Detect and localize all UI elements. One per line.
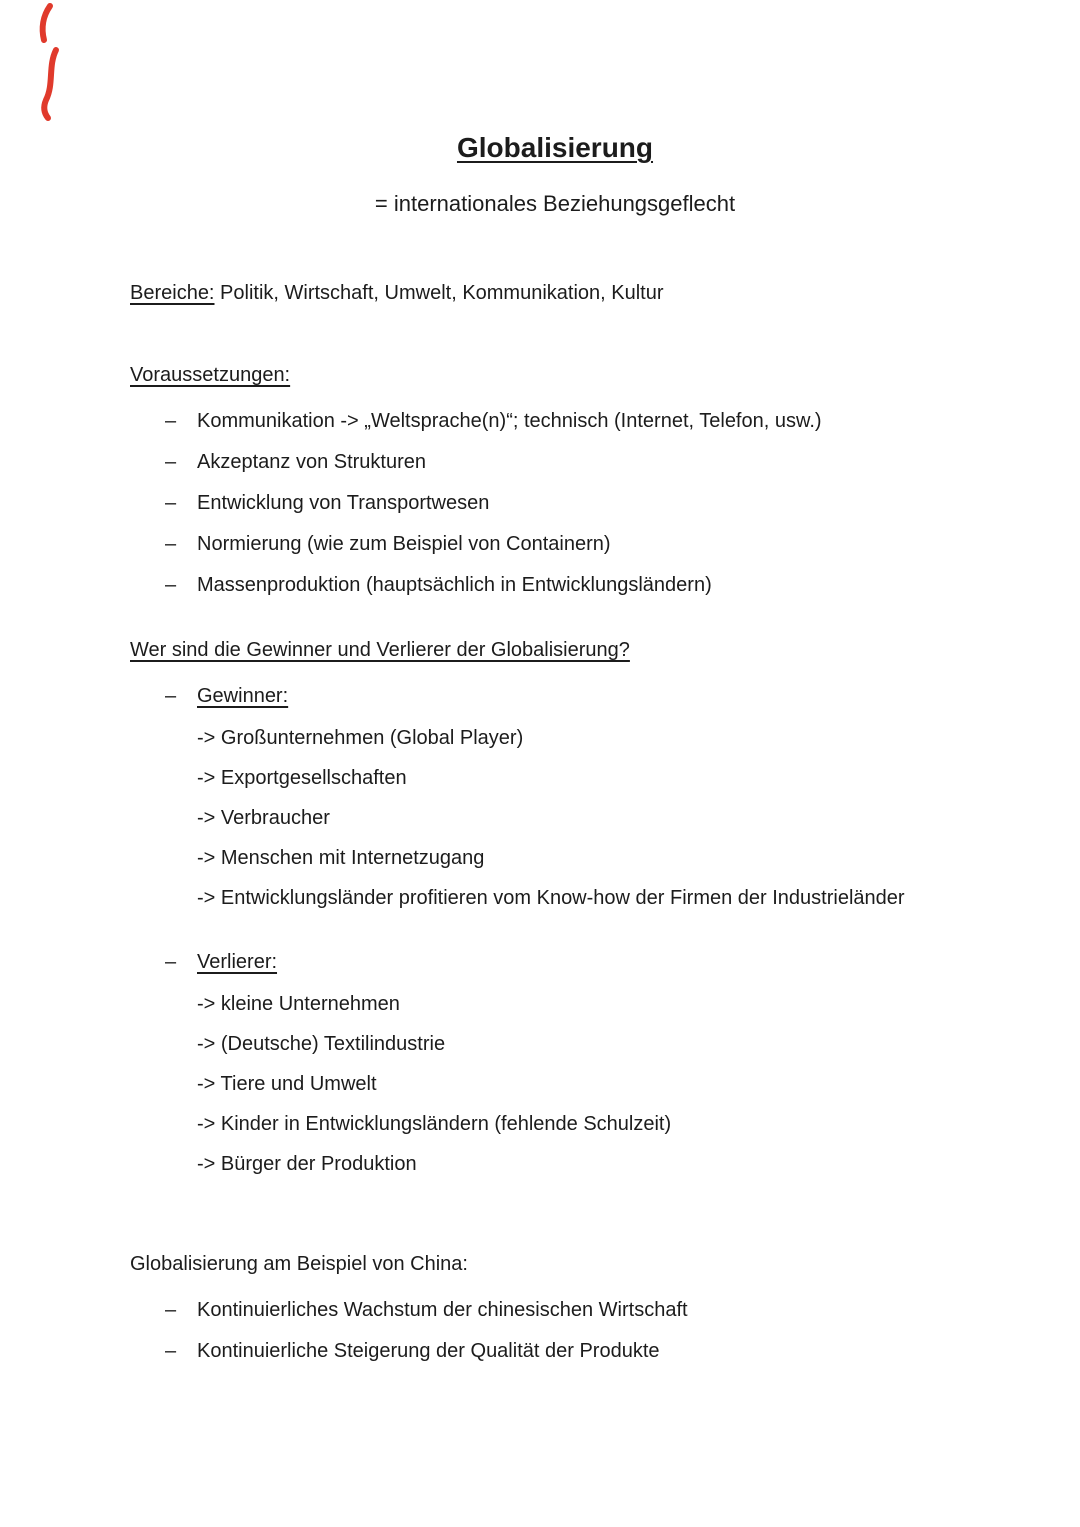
dash-bullet: – (165, 1340, 177, 1362)
list-item (130, 408, 980, 434)
list-item: -> kleine Unternehmen (197, 993, 400, 1015)
list-item (130, 1338, 980, 1364)
page-title-text: Globalisierung (456, 132, 654, 163)
list-item-text: Normierung (wie zum Beispiel von Containern) (197, 533, 611, 555)
list-item (130, 1297, 980, 1323)
dash-bullet: – (165, 685, 177, 707)
list-item: -> (Deutsche) Textilindustrie (197, 1033, 446, 1055)
dash-bullet: – (165, 451, 177, 473)
list-item-text: Massenproduktion (hauptsächlich in Entwicklungsländern) (197, 574, 712, 596)
list-item-text: Kontinuierliches Wachstum der chinesischen Wirtschaft (197, 1299, 688, 1321)
list-item: -> Entwicklungsländer profitieren vom Know-how der Firmen der Industrieländer (197, 887, 905, 909)
bereiche-text: Politik, Wirtschaft, Umwelt, Kommunikation, Kultur (214, 282, 664, 304)
bereiche-line (130, 280, 980, 306)
list-item (130, 449, 980, 475)
verlierer-label-row (130, 949, 980, 975)
dash-bullet: – (165, 574, 177, 596)
list-item: -> Kinder in Entwicklungsländern (fehlende Schulzeit) (197, 1113, 672, 1135)
china-list (130, 1297, 980, 1364)
dash-bullet: – (165, 951, 177, 973)
list-item: -> Exportgesellschaften (197, 767, 407, 789)
list-item (130, 572, 980, 598)
page-subtitle: = internationales Beziehungsgeflecht (374, 191, 736, 216)
list-item-text: Akzeptanz von Strukturen (197, 451, 427, 473)
verlierer-list (197, 991, 980, 1177)
dash-bullet: – (165, 533, 177, 555)
list-item: -> Tiere und Umwelt (197, 1073, 377, 1095)
gewinner-label: Gewinner: (197, 685, 289, 707)
list-item-text: Kontinuierliche Steigerung der Qualität der Produkte (197, 1340, 660, 1362)
list-item-text: Kommunikation -> „Weltsprache(n)“; technisch (Internet, Telefon, usw.) (197, 410, 822, 432)
dash-bullet: – (165, 1299, 177, 1321)
list-item (130, 531, 980, 557)
dash-bullet: – (165, 410, 177, 432)
list-item: -> Verbraucher (197, 807, 330, 829)
list-item-text: Entwicklung von Transportwesen (197, 492, 490, 514)
list-item: -> Bürger der Produktion (197, 1153, 417, 1175)
voraussetzungen-list (130, 408, 980, 598)
verlierer-label: Verlierer: (197, 951, 278, 973)
bereiche-label: Bereiche: (130, 282, 215, 304)
gewinner-label-row (130, 683, 980, 709)
china-heading: Globalisierung am Beispiel von China: (130, 1253, 468, 1275)
dash-bullet: – (165, 492, 177, 514)
list-item (130, 490, 980, 516)
voraussetzungen-heading: Voraussetzungen: (130, 364, 291, 386)
page-title (130, 131, 980, 165)
gewinner-verlierer-heading: Wer sind die Gewinner und Verlierer der Globalisierung? (130, 639, 630, 661)
list-item: -> Großunternehmen (Global Player) (197, 727, 524, 749)
gewinner-list (197, 725, 980, 911)
list-item: -> Menschen mit Internetzugang (197, 847, 485, 869)
